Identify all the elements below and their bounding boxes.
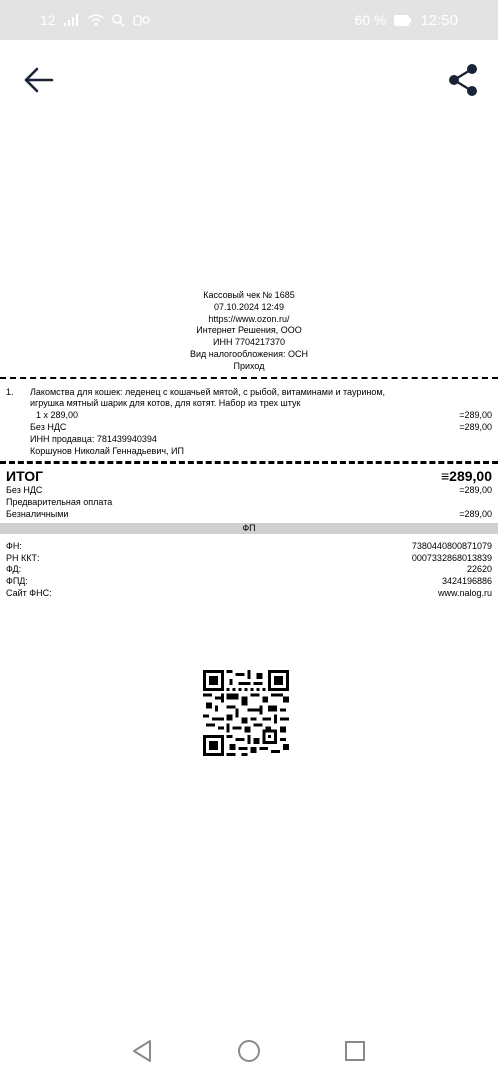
receipt-number: Кассовый чек № 1685 bbox=[203, 290, 295, 300]
fns-site-value: www.nalog.ru bbox=[437, 587, 492, 598]
back-button[interactable] bbox=[18, 62, 58, 98]
navigation-bar bbox=[0, 1020, 498, 1080]
receipt-item bbox=[0, 387, 498, 458]
cashless-label: Безналичными bbox=[6, 508, 69, 519]
nav-recents-button[interactable] bbox=[342, 1038, 368, 1064]
item-qty-total: =289,00 bbox=[459, 410, 492, 421]
item-name: Лакомства для кошек: леденец с кошачьей мятой, с рыбой, витаминами и таурином, игрушка мятный шарик для котов, для котят. Набор из трех штук bbox=[30, 386, 386, 409]
receipt bbox=[0, 290, 498, 600]
notification-icon bbox=[133, 14, 151, 27]
battery-percent: 60 % bbox=[354, 12, 387, 28]
divider bbox=[0, 377, 498, 379]
cashless-value: =289,00 bbox=[459, 508, 492, 519]
fd-value: 22620 bbox=[466, 564, 492, 575]
total-vat-value: =289,00 bbox=[459, 485, 492, 496]
nav-home-button[interactable] bbox=[236, 1038, 262, 1064]
receipt-tax-system: Вид налогообложения: ОСН bbox=[189, 348, 309, 359]
receipt-header bbox=[0, 290, 498, 373]
status-right bbox=[355, 12, 458, 29]
status-time: 12:50 bbox=[420, 11, 458, 29]
top-toolbar bbox=[0, 40, 498, 120]
nav-back-button[interactable] bbox=[130, 1038, 156, 1064]
triangle-back-icon bbox=[130, 1038, 156, 1064]
fpd-value: 3424196886 bbox=[441, 576, 492, 587]
fn-label: ФН: bbox=[6, 540, 22, 551]
item-vat-value: =289,00 bbox=[459, 421, 492, 432]
total-label: ИТОГ bbox=[6, 468, 44, 485]
receipt-datetime: 07.10.2024 12:49 bbox=[213, 301, 285, 312]
receipt-site: https://www.ozon.ru/ bbox=[208, 313, 290, 324]
fpd-label: ФПД: bbox=[6, 576, 28, 587]
receipt-operation: Приход bbox=[233, 360, 265, 371]
status-left bbox=[40, 12, 151, 28]
arrow-left-icon bbox=[18, 62, 58, 98]
item-number: 1. bbox=[6, 386, 14, 397]
item-seller-inn: ИНН продавца: 781439940394 bbox=[30, 433, 157, 444]
total-value: ≡289,00 bbox=[441, 468, 492, 485]
fn-value: 7380440800871079 bbox=[411, 540, 492, 551]
status-left-text: 12 bbox=[40, 12, 56, 28]
share-button[interactable] bbox=[444, 62, 484, 98]
wifi-icon bbox=[88, 14, 104, 26]
rn-kkt-value: 0007332868013839 bbox=[411, 552, 492, 563]
receipt-inn: ИНН 7704217370 bbox=[212, 337, 286, 348]
fns-site-label: Сайт ФНС: bbox=[6, 587, 52, 598]
square-recents-icon bbox=[342, 1038, 368, 1064]
item-vat-label: Без НДС bbox=[30, 421, 67, 432]
total-vat-label: Без НДС bbox=[6, 485, 43, 496]
fp-bar: ФП bbox=[0, 523, 498, 534]
receipt-company: Интернет Решения, ООО bbox=[196, 325, 302, 336]
share-icon bbox=[444, 62, 484, 98]
item-seller-name: Коршунов Николай Геннадьевич, ИП bbox=[30, 445, 184, 456]
status-bar bbox=[0, 0, 498, 40]
item-qty-price: 1 x 289,00 bbox=[36, 410, 79, 421]
rn-kkt-label: РН ККТ: bbox=[6, 552, 40, 563]
battery-icon bbox=[394, 15, 412, 26]
fd-label: ФД: bbox=[6, 564, 22, 575]
total-block bbox=[0, 468, 498, 520]
prepayment-label: Предварительная оплата bbox=[6, 497, 113, 508]
divider-thick bbox=[0, 461, 498, 464]
qr-code bbox=[203, 670, 289, 756]
search-status-icon bbox=[112, 14, 125, 27]
circle-home-icon bbox=[236, 1038, 262, 1064]
fiscal-data bbox=[0, 541, 498, 600]
signal-icon bbox=[64, 14, 80, 26]
